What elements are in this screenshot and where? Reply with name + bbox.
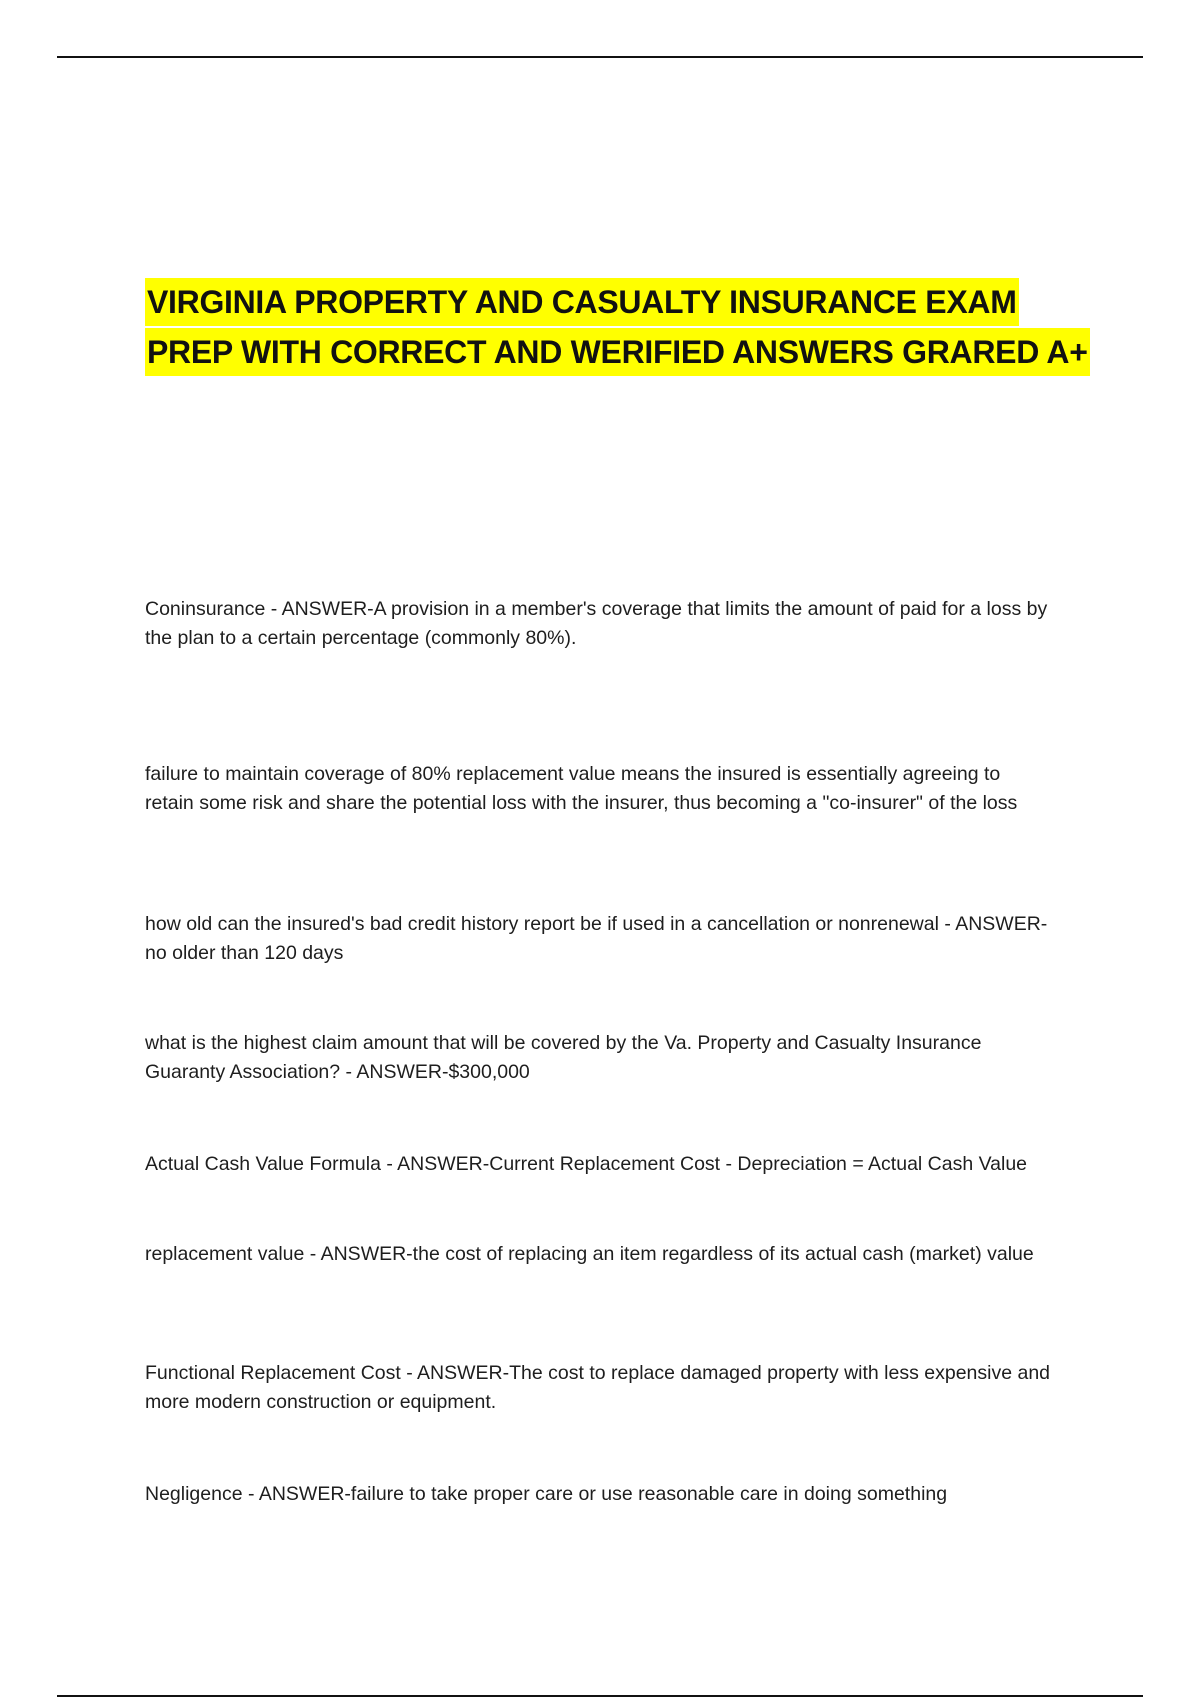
document-title [145, 278, 1145, 378]
qa-entry-coinsurance-note: failure to maintain coverage of 80% replacement value means the insured is essentially agreeing to retain some risk and share the potential loss with the insurer, thus becoming a "co-insurer" of the loss [145, 762, 1018, 814]
qa-entry-credit-history: how old can the insured's bad credit history report be if used in a cancellation or nonrenewal - ANSWER-no older than 120 days [145, 912, 1048, 964]
title-line-2: PREP WITH CORRECT AND WERIFIED ANSWERS GRARED A+ [145, 328, 1090, 376]
qa-entry-guaranty-association: what is the highest claim amount that will be covered by the Va. Property and Casualty Insurance Guaranty Association? - ANSWER-$300,000 [145, 1031, 982, 1083]
qa-entry-actual-cash-value: Actual Cash Value Formula - ANSWER-Current Replacement Cost - Depreciation = Actual Cash Value [145, 1152, 1028, 1175]
bottom-divider [57, 1695, 1143, 1697]
qa-entry-replacement-value: replacement value - ANSWER-the cost of replacing an item regardless of its actual cash (market) value [145, 1242, 1034, 1265]
top-divider [57, 56, 1143, 58]
qa-entry-negligence: Negligence - ANSWER-failure to take proper care or use reasonable care in doing something [145, 1482, 948, 1505]
qa-entry-coinsurance: Coninsurance - ANSWER-A provision in a member's coverage that limits the amount of paid for a loss by the plan to a certain percentage (commonly 80%). [145, 597, 1048, 649]
qa-entry-functional-replacement-cost: Functional Replacement Cost - ANSWER-The cost to replace damaged property with less expensive and more modern construction or equipment. [145, 1361, 1051, 1413]
title-line-1: VIRGINIA PROPERTY AND CASUALTY INSURANCE EXAM [145, 278, 1019, 326]
